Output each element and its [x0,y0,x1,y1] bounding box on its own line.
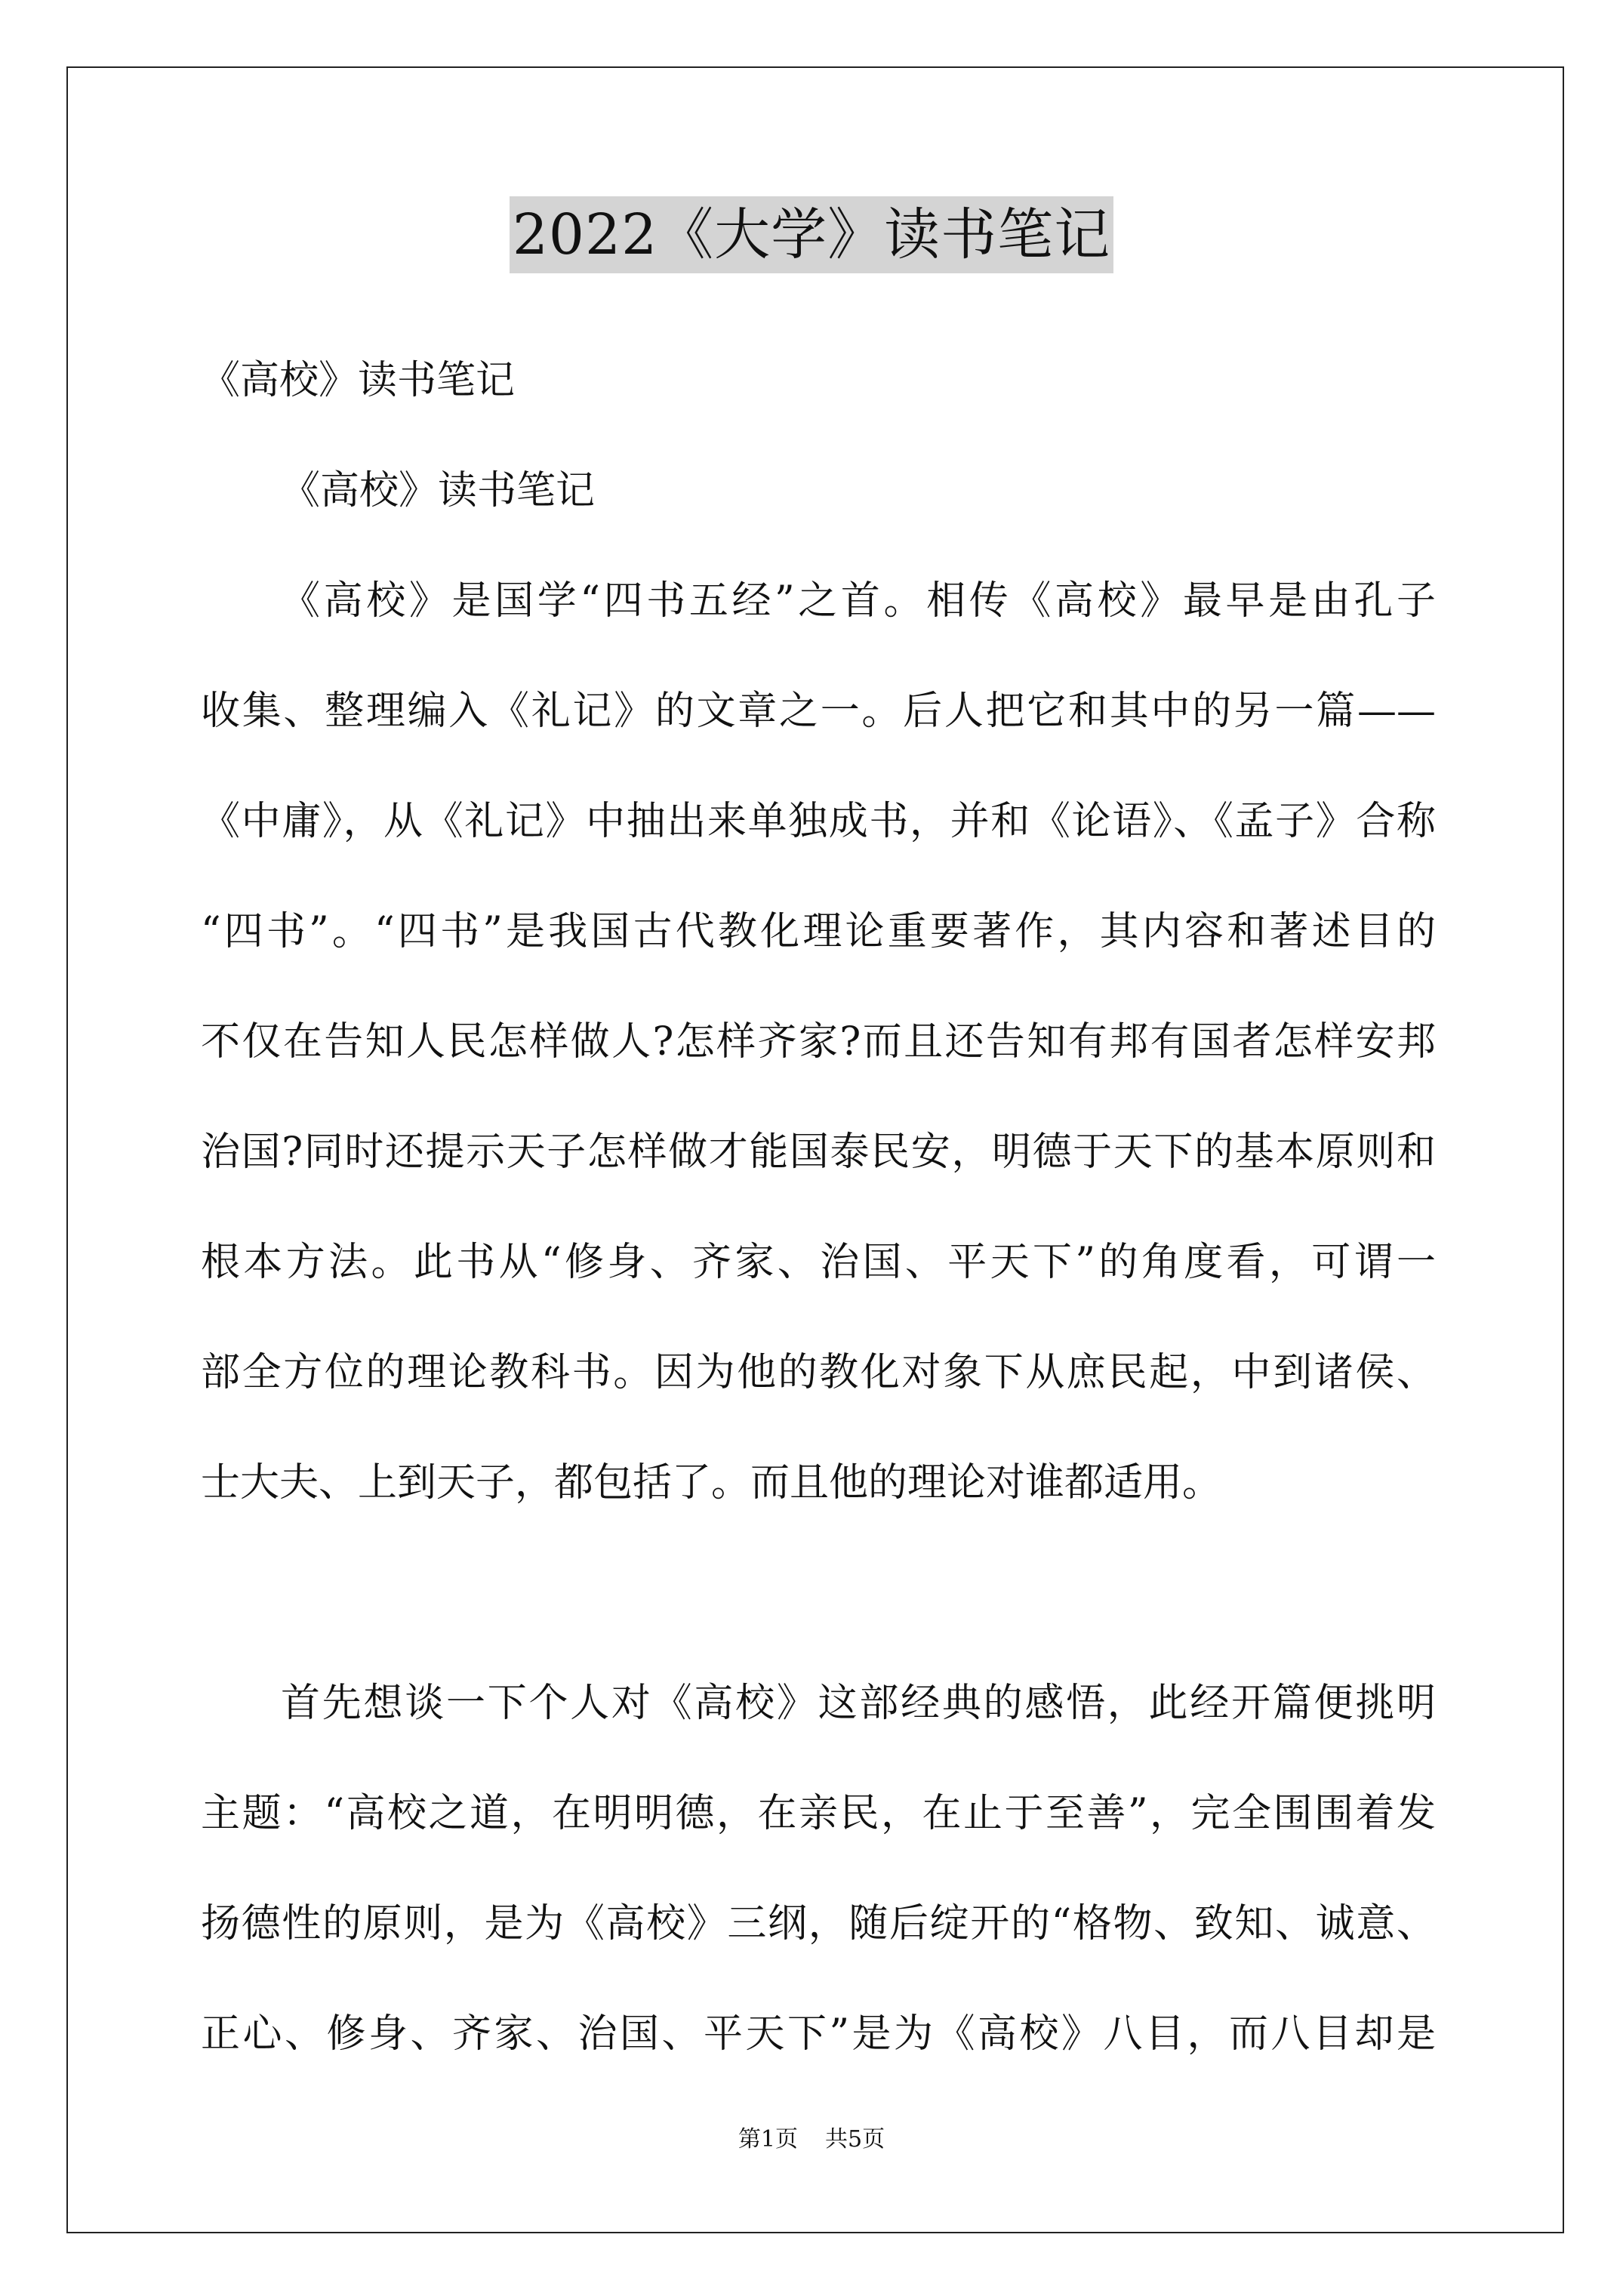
paragraph-line: 《高校》是国学“四书五经”之首。相传《高校》最早是由孔子 [281,578,1436,624]
page-total: 共5页 [825,2126,885,2153]
paragraph-line: 不仅在告知人民怎样做人?怎样齐家?而且还告知有邦有国者怎样安邦 [201,1019,1436,1065]
title-container [0,196,1623,273]
paragraph-line: 主题：“高校之道，在明明德，在亲民，在止于至善”，完全围围着发 [201,1791,1436,1836]
paragraph-line: 《中庸》，从《礼记》中抽出来单独成书，并和《论语》、《孟子》合称 [201,799,1436,844]
paragraph-line: 正心、修身、齐家、治国、平天下”是为《高校》八目，而八目却是 [201,2011,1436,2057]
paragraph-line: 治国?同时还提示天子怎样做才能国泰民安，明德于天下的基本原则和 [201,1130,1436,1175]
paragraph-line: “四书”。“四书”是我国古代教化理论重要著作，其内容和著述目的 [201,909,1436,954]
paragraph-line: 首先想谈一下个人对《高校》这部经典的感悟，此经开篇便挑明 [281,1681,1436,1726]
page-number: 第1页 [738,2126,798,2153]
document-title: 2022《大学》读书笔记 [510,196,1113,273]
paragraph-line: 扬德性的原则，是为《高校》三纲，随后绽开的“格物、致知、诚意、 [201,1901,1436,1946]
paragraph-line: 士大夫、上到天子，都包括了。而且他的理论对谁都适用。 [201,1460,1222,1505]
paragraph-line: 部全方位的理论教科书。因为他的教化对象下从庶民起，中到诸侯、 [201,1350,1436,1395]
page-footer [0,2125,1623,2155]
paragraph-line: 收集、整理编入《礼记》的文章之一。后人把它和其中的另一篇—— [201,689,1436,734]
section-heading: 《高校》读书笔记 [281,468,596,513]
document-subtitle: 《高校》读书笔记 [201,358,516,403]
paragraph-line: 根本方法。此书从“修身、齐家、治国、平天下”的角度看，可谓一 [201,1240,1436,1285]
